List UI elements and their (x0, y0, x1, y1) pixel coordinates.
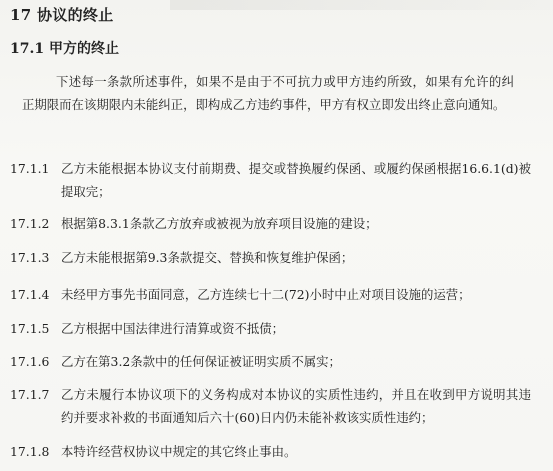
clause-item (10, 317, 531, 340)
clause-item (10, 246, 531, 269)
clause-text: 乙方未能根据第9.3条款提交、替换和恢复维护保函； (61, 250, 354, 265)
clause-item (10, 440, 531, 463)
clause-text: 根据第8.3.1条款乙方放弃或被视为放弃项目设施的建设； (61, 216, 378, 231)
clause-number: 17.1.6 (10, 354, 50, 369)
clause-text: 本特许经营权协议中规定的其它终止事由。 (61, 444, 297, 459)
subsection-title: 甲方的终止 (48, 41, 119, 57)
clause-item (10, 283, 531, 306)
clause-text: 乙方在第3.2条款中的任何保证被证明实质不属实； (61, 354, 341, 369)
subsection-number: 17.1 (10, 41, 45, 57)
clause-number: 17.1.1 (10, 161, 50, 176)
clause-number: 17.1.2 (10, 216, 50, 231)
clause-text: 乙方未履行本协议项下的义务构成对本协议的实质性违约，并且在收到甲方说明其违约并要求补救的书面通知后六十(60)日内仍未能补救该实质性违约； (61, 387, 531, 425)
section-heading (10, 4, 114, 25)
bleed-through-mark (170, 0, 550, 10)
clause-item (10, 157, 531, 203)
clause-item (10, 212, 531, 235)
clause-number: 17.1.4 (10, 287, 50, 302)
clause-number: 17.1.5 (10, 321, 50, 336)
section-title: 协议的终止 (37, 6, 114, 24)
subsection-heading (10, 38, 119, 58)
clause-text: 未经甲方事先书面同意，乙方连续七十二(72)小时中止对项目设施的运营； (61, 287, 471, 302)
clause-number: 17.1.7 (10, 387, 50, 402)
clause-item (10, 383, 531, 429)
intro-paragraph: 下述每一条款所述事件，如果不是由于不可抗力或甲方违约所致，如果有允许的纠正期限而在该期限内未能纠正，即构成乙方违约事件，甲方有权立即发出终止意向通知。 (22, 74, 514, 112)
clause-number: 17.1.3 (10, 250, 50, 265)
clause-number: 17.1.8 (10, 444, 50, 459)
clause-item (10, 350, 531, 373)
section-number: 17 (10, 6, 32, 24)
clause-text: 乙方根据中国法律进行清算或资不抵债； (61, 321, 285, 336)
clause-text: 乙方未能根据本协议支付前期费、提交或替换履约保函、或履约保函根据16.6.1(d)被提取完； (61, 161, 531, 199)
